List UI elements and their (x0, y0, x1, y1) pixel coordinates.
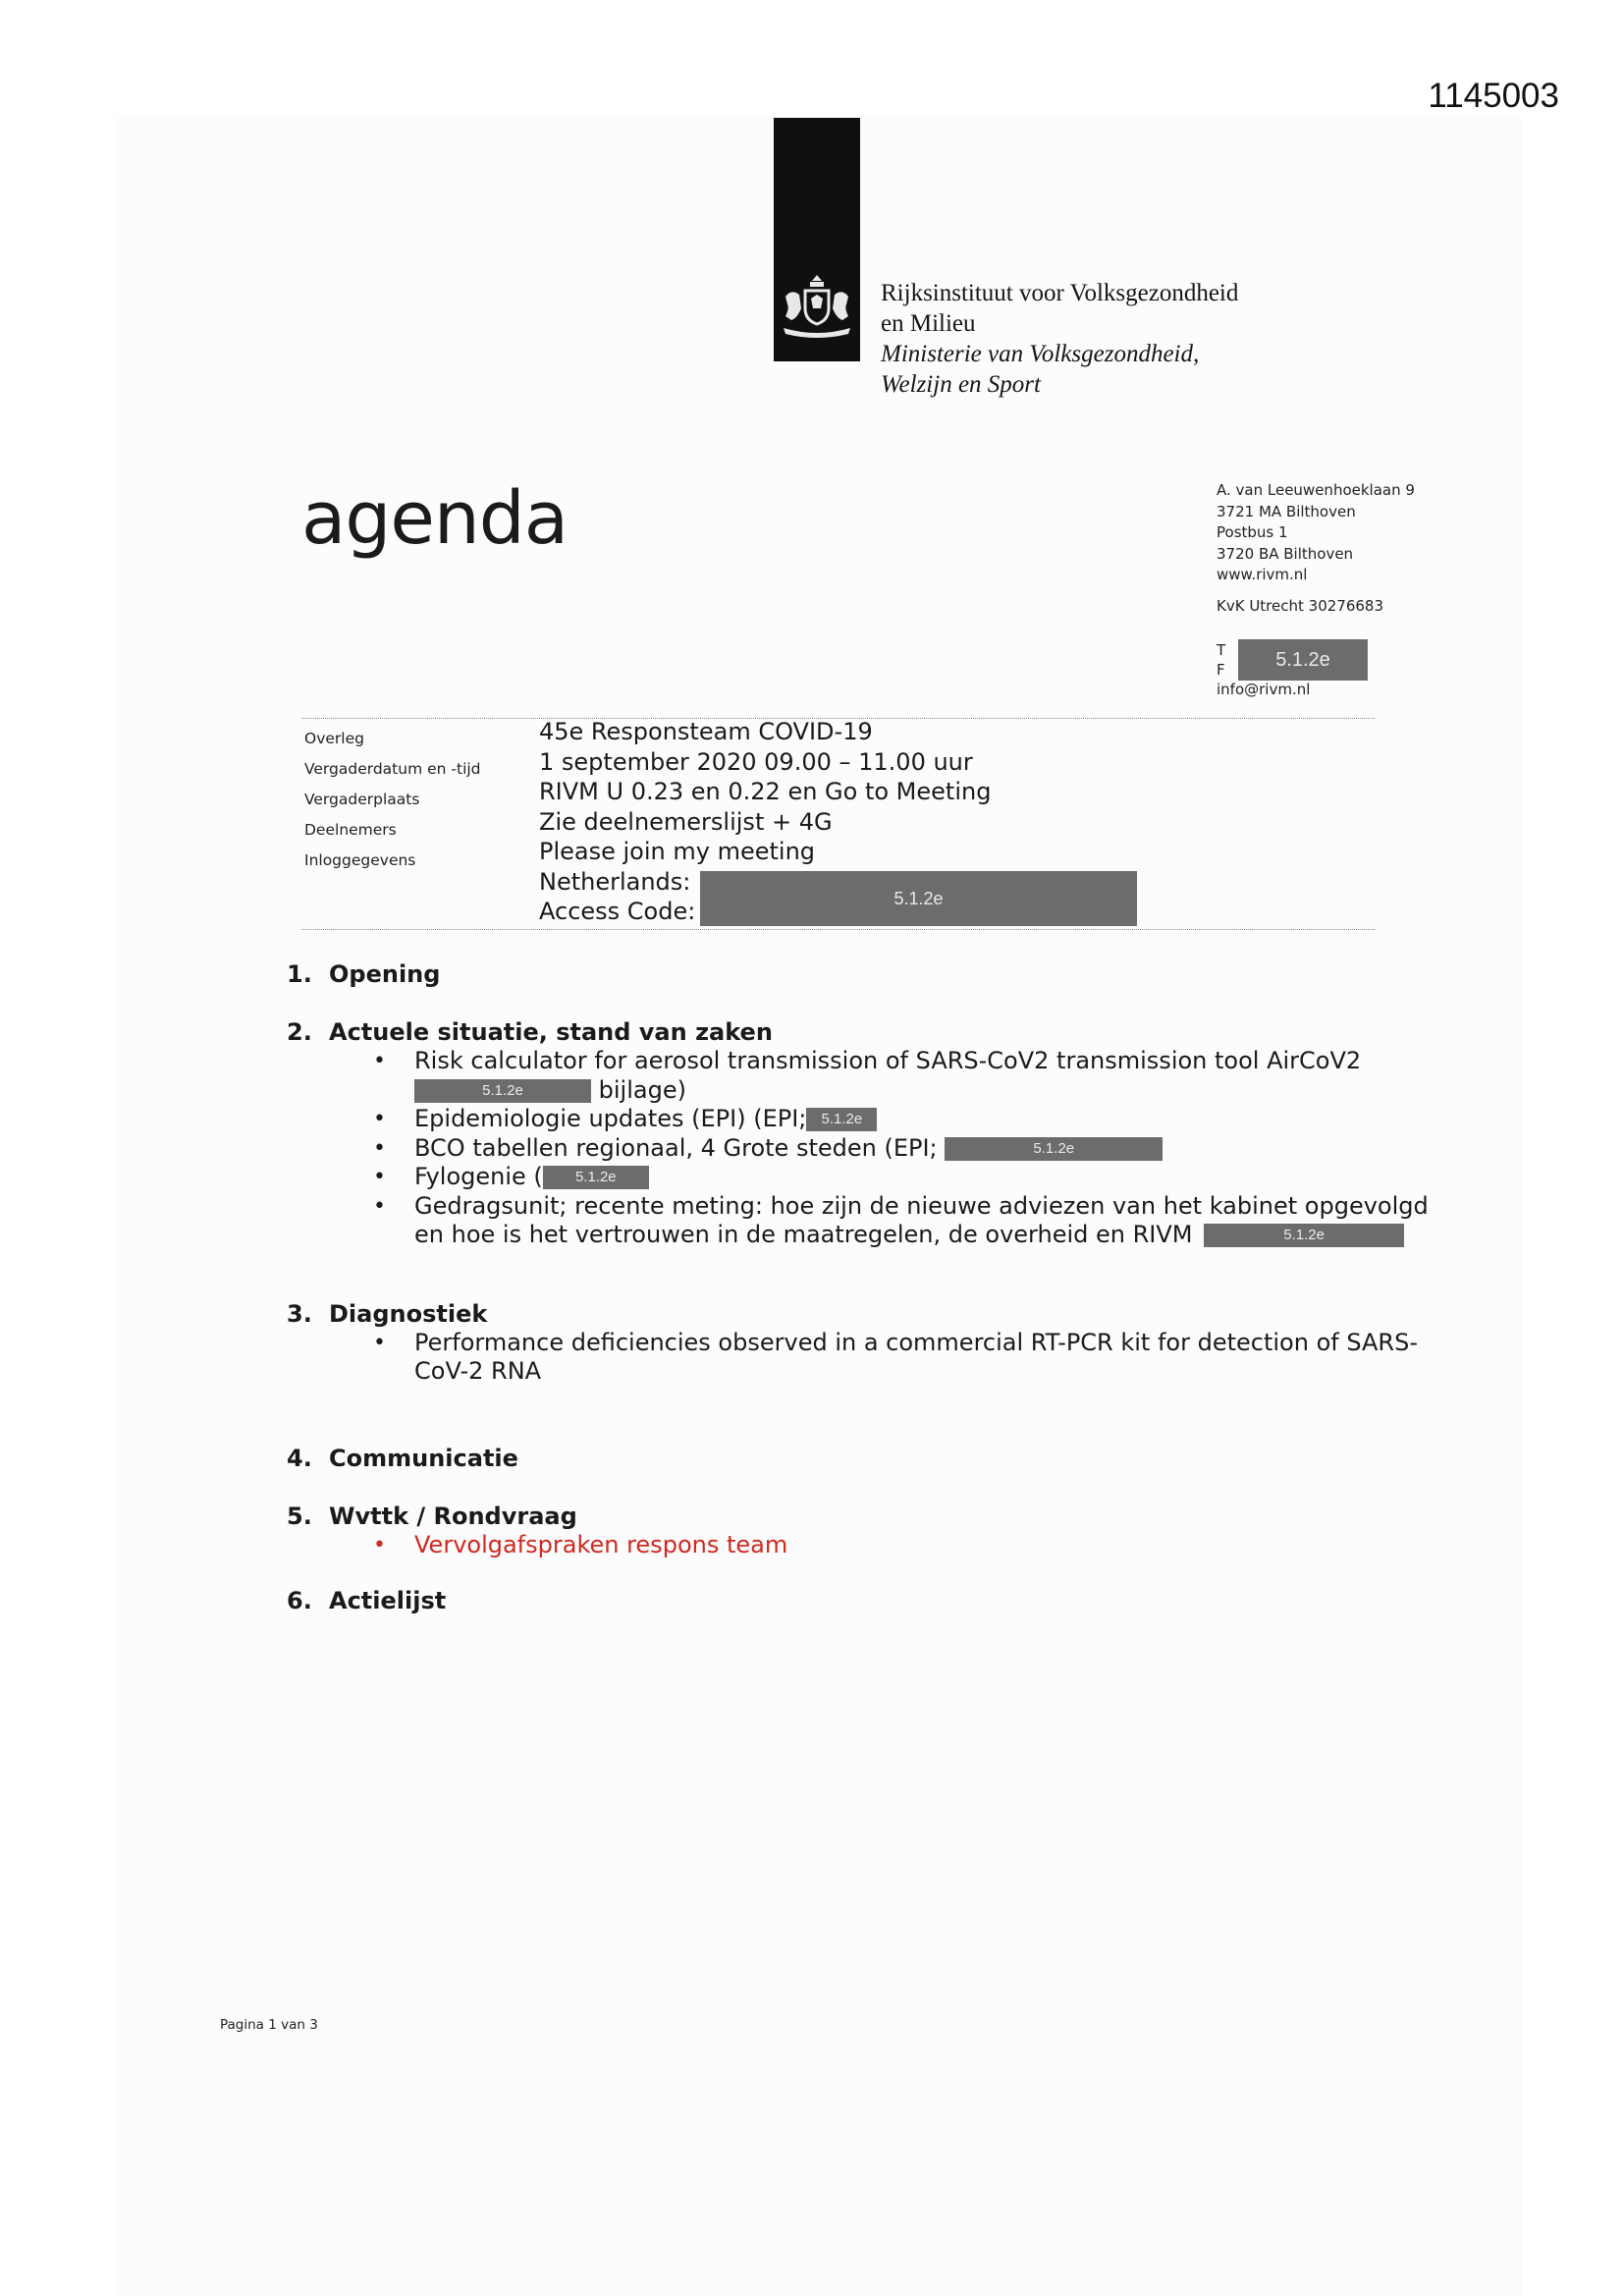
label-overleg: Overleg (304, 730, 364, 747)
label-plaats: Vergaderplaats (304, 791, 420, 808)
item-title: Actielijst (329, 1587, 447, 1614)
logo-bar (774, 118, 860, 361)
item-number: 5. (287, 1502, 312, 1530)
item-title: Actuele situatie, stand van zaken (329, 1018, 773, 1046)
label-datum: Vergaderdatum en -tijd (304, 760, 481, 778)
redaction-box: 5.1.2e (1204, 1224, 1404, 1247)
ministry-line2: Welzijn en Sport (881, 371, 1041, 398)
item-title: Opening (329, 960, 441, 988)
access-code-label: Access Code: (539, 898, 696, 925)
address-postbus-city: 3720 BA Bilthoven (1217, 544, 1354, 563)
bullet-list (287, 1047, 1475, 1250)
redaction-box: 5.1.2e (543, 1166, 649, 1189)
document-title: agenda (301, 476, 568, 561)
list-item (287, 1105, 1475, 1134)
label-inlog: Inloggegevens (304, 851, 416, 869)
ministry-line1: Ministerie van Volksgezondheid, (881, 341, 1200, 367)
list-item (287, 1047, 1475, 1105)
redaction-box: 5.1.2e (1238, 639, 1368, 681)
bullet-text-cont: CoV-2 RNA (414, 1357, 542, 1385)
bullet-text: BCO tabellen regionaal, 4 Grote steden (EPI; (414, 1133, 938, 1162)
item-number: 3. (287, 1299, 312, 1328)
contact-email: info@rivm.nl (1217, 681, 1311, 698)
redaction-box: 5.1.2e (945, 1137, 1163, 1161)
redaction-box: 5.1.2e (806, 1108, 877, 1131)
address-block (1217, 480, 1415, 617)
address-street: A. van Leeuwenhoeklaan 9 (1217, 481, 1415, 499)
agenda-item-wvttk (287, 1502, 1475, 1560)
item-title: Wvttk / Rondvraag (329, 1502, 577, 1530)
bullet-text: Fylogenie ( (414, 1163, 543, 1190)
bullet-text-cont: bijlage) (598, 1075, 686, 1104)
value-deelnemers: Zie deelnemerslijst + 4G (539, 807, 833, 836)
bullet-text: Gedragsunit; recente meting: hoe zijn de nieuwe adviezen van het kabinet opgevolgd (414, 1191, 1429, 1220)
item-title: Diagnostiek (329, 1299, 488, 1328)
phone-label: T (1217, 641, 1226, 659)
address-website: www.rivm.nl (1217, 566, 1308, 583)
redaction-box: 5.1.2e (414, 1079, 591, 1103)
agenda-item-actuele-situatie (287, 1017, 1475, 1250)
item-number: 2. (287, 1018, 312, 1046)
bullet-list (287, 1531, 1475, 1560)
list-item (287, 1134, 1475, 1164)
coat-of-arms-icon (778, 271, 856, 342)
item-number: 6. (287, 1587, 312, 1614)
list-item (287, 1329, 1475, 1387)
divider-bottom (301, 929, 1375, 930)
meeting-labels (304, 724, 481, 876)
value-plaats: RIVM U 0.23 en 0.22 en Go to Meeting (539, 778, 992, 805)
netherlands-label: Netherlands: (539, 867, 691, 896)
list-item (287, 1531, 1475, 1560)
org-name-line1: Rijksinstituut voor Volksgezondheid (881, 280, 1239, 306)
org-block (881, 278, 1238, 400)
agenda-item-communicatie (287, 1444, 1475, 1473)
document-id: 1145003 (1428, 77, 1559, 115)
value-datum: 1 september 2020 09.00 – 11.00 uur (539, 747, 973, 776)
agenda-item-diagnostiek (287, 1299, 1475, 1387)
org-name-line2: en Milieu (881, 310, 976, 337)
address-postcode: 3721 MA Bilthoven (1217, 502, 1356, 520)
page-footer: Pagina 1 van 3 (220, 2017, 318, 2033)
agenda-item-opening (287, 959, 1475, 989)
list-item (287, 1192, 1475, 1250)
value-overleg: 45e Responsteam COVID-19 (539, 718, 873, 745)
agenda-list (287, 951, 1475, 1615)
bullet-text: Performance deficiencies observed in a commercial RT-PCR kit for detection of SARS- (414, 1328, 1418, 1356)
redaction-box: 5.1.2e (700, 871, 1137, 926)
bullet-text-cont: en hoe is het vertrouwen in de maatregelen, de overheid en RIVM (414, 1221, 1193, 1248)
item-title: Communicatie (329, 1444, 518, 1472)
fax-label: F (1217, 661, 1225, 679)
address-postbus: Postbus 1 (1217, 523, 1288, 541)
address-kvk: KvK Utrecht 30276683 (1217, 596, 1383, 615)
bullet-text: Risk calculator for aerosol transmission of SARS-CoV2 transmission tool AirCoV2 (414, 1047, 1362, 1074)
agenda-item-actielijst (287, 1586, 1475, 1615)
bullet-list (287, 1329, 1475, 1387)
label-deelnemers: Deelnemers (304, 821, 397, 839)
bullet-text: Epidemiologie updates (EPI) (EPI; (414, 1105, 807, 1132)
bullet-text: Vervolgafspraken respons team (414, 1530, 788, 1558)
list-item (287, 1163, 1475, 1192)
value-inlog: Please join my meeting (539, 838, 816, 865)
item-number: 1. (287, 960, 312, 988)
item-number: 4. (287, 1444, 312, 1472)
